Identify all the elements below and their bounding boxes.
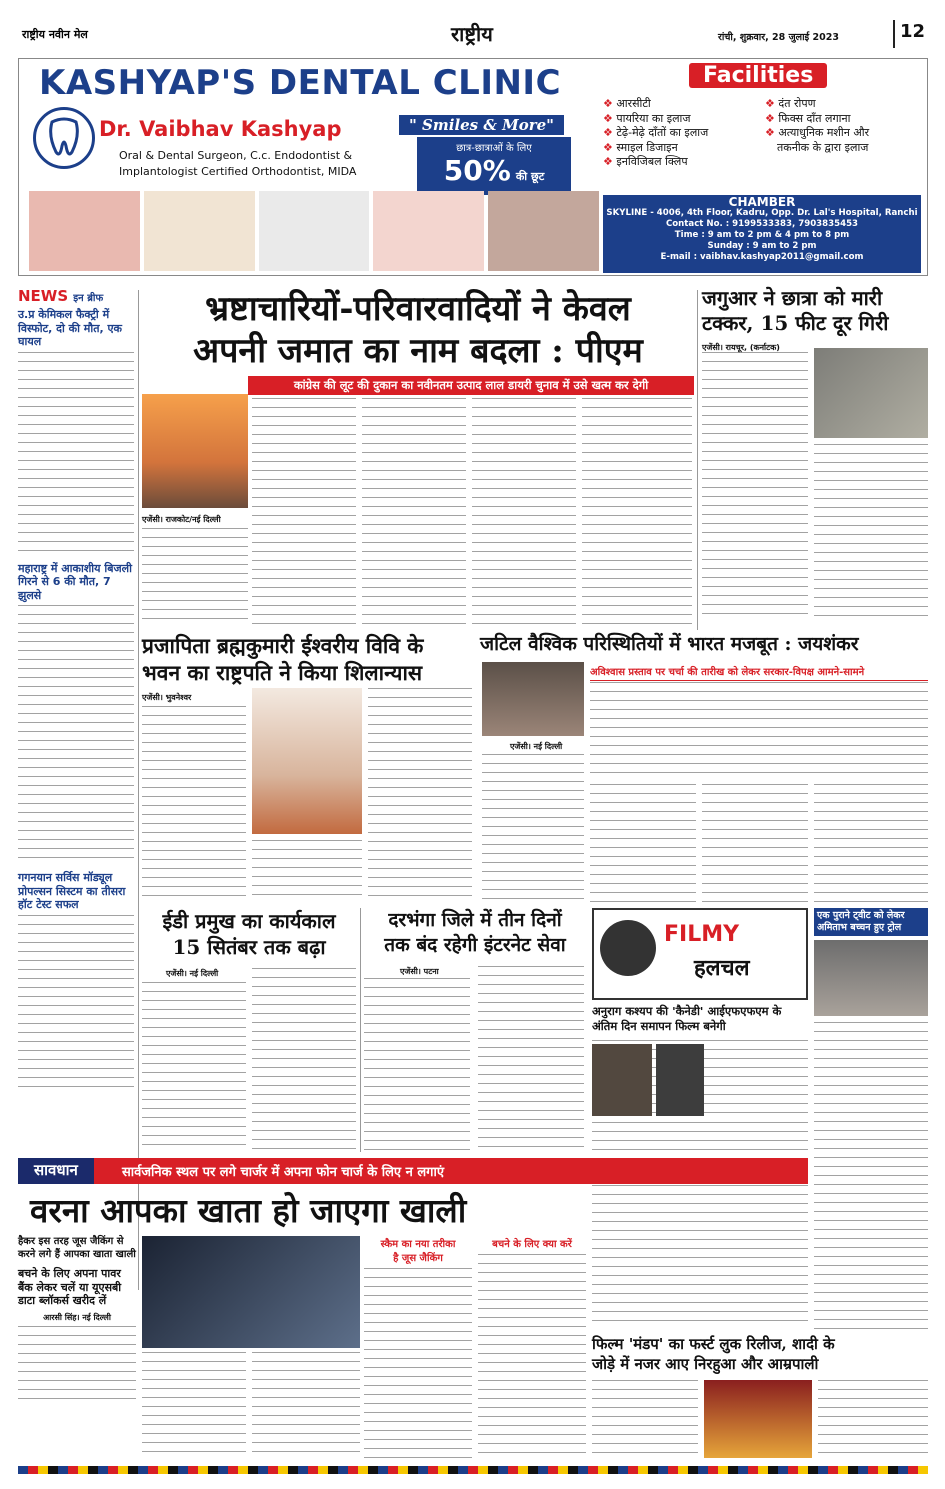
filmy-subtitle: हलचल [694, 955, 750, 981]
darbhanga-headline-2: तक बंद रहेगी इंटरनेट सेवा [384, 934, 566, 956]
darbhanga-headline-1: दरभंगा जिले में तीन दिनों [388, 909, 562, 931]
clinic-name: KASHYAP'S DENTAL CLINIC [39, 63, 562, 103]
facilities-title: Facilities [689, 63, 827, 88]
avishwas-story [590, 664, 928, 904]
brief-label: इन ब्रीफ [73, 293, 104, 304]
chamber-box [603, 195, 921, 273]
avishwas-headline: अविश्वास प्रस्ताव पर चर्चा की तारीख को लेकर सरकार-विपक्ष आमने-सामने [590, 664, 928, 681]
teeth-photo [373, 191, 484, 271]
amitabh-photo [814, 940, 928, 1016]
brief-item [18, 562, 134, 866]
hacker-side-2: बचने के लिए अपना पावर बैंक लेकर चलें या यूएसबी डाटा ब्लॉकर्स खरीद लें [18, 1267, 122, 1307]
hacker-byline: आरसी सिंह। नई दिल्ली [43, 1312, 111, 1322]
doctor-desc-1: Oral & Dental Surgeon, C.c. Endodontist & [119, 149, 353, 162]
facility-item: ❖ फिक्स दाँत लगाना [765, 111, 851, 125]
cctv-photo [814, 348, 928, 438]
facility-item: तकनीक के द्वारा इलाज [777, 140, 869, 154]
darbhanga-byline: एजेंसी। पटना [400, 967, 439, 976]
teeth-photo-strip [29, 191, 599, 271]
brahma-headline-2: भवन का राष्ट्रपति ने किया शिलान्यास [142, 660, 423, 685]
facility-item: ❖ इनविजिबल क्लिप [603, 155, 688, 168]
print-color-bar [18, 1466, 928, 1474]
box1-head-1: स्कैम का नया तरीका [380, 1239, 456, 1250]
offer-top: छात्र-छात्राओं के लिए [456, 143, 532, 154]
box2-head: बचने के लिए क्या करें [492, 1239, 572, 1250]
jaishankar-headline: जटिल वैश्विक परिस्थितियों में भारत मजबूत : जयशंकर [480, 633, 859, 655]
news-brief-column [18, 286, 134, 1294]
jaishankar-byline: एजेंसी। नई दिल्ली [510, 742, 563, 751]
brahma-byline: एजेंसी। भुवनेश्वर [142, 693, 192, 702]
dateline: रांची, शुक्रवार, 28 जुलाई 2023 [718, 32, 839, 43]
savdhan-kicker: सार्वजनिक स्थल पर लगे चार्जर में अपना फोन चार्ज के लिए न लगाएं [122, 1165, 445, 1180]
filmy-banner [592, 908, 808, 1000]
facilities-list-right [765, 97, 869, 155]
jaishankar-story [480, 632, 928, 660]
hacker-sidebar [18, 1236, 136, 1456]
juice-jacking-box [364, 1236, 472, 1458]
ed-byline: एजेंसी। नई दिल्ली [166, 969, 219, 978]
chamber-address: SKYLINE - 4006, 4th Floor, Kadru, Opp. Dr. Lal's Hospital, Ranchi [606, 208, 918, 218]
chamber-contact: Contact No. : 9199533383, 7903835453 [665, 219, 859, 229]
filmy-title: FILMY [664, 922, 740, 947]
film-reel-icon [600, 920, 656, 976]
savdhan-headline: वरना आपका खाता हो जाएगा खाली [30, 1191, 467, 1230]
amitabh-story [814, 908, 928, 1332]
ed-headline-1: ईडी प्रमुख का कार्यकाल [162, 909, 336, 933]
offer-suffix: की छूट [515, 170, 545, 183]
lead-headline-1: भ्रष्टाचारियों-परिवारवादियों ने केवल [205, 289, 631, 329]
ed-story [142, 908, 356, 1154]
facility-item: ❖ अत्याधुनिक मशीन और [765, 126, 870, 139]
chamber-time: Time : 9 am to 2 pm & 4 pm to 8 pm [674, 230, 850, 240]
brief-headline: महाराष्ट्र में आकाशीय बिजली गिरने से 6 की मौत, 7 झुलसे [18, 561, 132, 602]
brahmakumari-story [142, 632, 474, 904]
jaguar-byline: एजेंसी। रायचूर, (कर्नाटक) [702, 343, 780, 352]
amitabh-headline: एक पुराने ट्वीट को लेकर अमिताभ बच्चन हुए ट्रोल [814, 908, 928, 936]
brief-item [18, 308, 134, 556]
mandap-poster [704, 1380, 812, 1458]
pm-photo [142, 394, 248, 508]
chamber-sunday: Sunday : 9 am to 2 pm [707, 241, 817, 251]
brief-headline: उ.प्र केमिकल फैक्ट्री में विस्फोट, दो की मौत, एक घायल [18, 308, 123, 348]
offer-box [417, 137, 571, 195]
box1-head-2: है जूस जैकिंग [393, 1253, 443, 1264]
chamber-title: CHAMBER [728, 195, 796, 209]
darbhanga-story [364, 908, 586, 1154]
facility-item: ❖ टेढ़े-मेढ़े दाँतों का इलाज [603, 126, 709, 139]
dental-clinic-ad [18, 58, 928, 276]
lead-byline: एजेंसी। राजकोट/नई दिल्ली [142, 515, 221, 524]
lead-headline-2: अपनी जमात का नाम बदला : पीएम [193, 331, 643, 371]
facility-item: ❖ आरसीटी [603, 97, 651, 110]
bachav-box [478, 1236, 586, 1458]
news-label: NEWS [18, 287, 69, 305]
mandap-headline-1: फिल्म 'मंडप' का फर्स्ट लुक रिलीज, शादी के [592, 1335, 835, 1353]
savdhan-label: सावधान [18, 1158, 94, 1184]
ed-headline-2: 15 सितंबर तक बढ़ा [172, 935, 326, 959]
teeth-photo [259, 191, 370, 271]
kennedy-photo [656, 1044, 704, 1116]
doctor-name: Dr. Vaibhav Kashyap [99, 117, 342, 141]
section-title: राष्ट्रीय [451, 22, 493, 46]
lead-story [142, 288, 694, 628]
tagline-badge: " Smiles & More" [399, 115, 564, 135]
facility-item: ❖ पायरिया का इलाज [603, 111, 691, 125]
jaguar-story [702, 286, 928, 628]
tooth-logo-icon [33, 107, 95, 169]
chamber-email: E-mail : vaibhav.kashyap2011@gmail.com [660, 252, 864, 262]
news-brief-label [18, 286, 134, 308]
teeth-photo [488, 191, 599, 271]
brief-item [18, 871, 134, 1093]
teeth-photo [144, 191, 255, 271]
teeth-photo [29, 191, 140, 271]
brahma-headline-1: प्रजापिता ब्रह्मकुमारी ईश्वरीय विवि के [142, 633, 424, 658]
jaguar-headline: जगुआर ने छात्रा को मारी टक्कर, 15 फीट दूर गिरी [702, 286, 889, 335]
jaishankar-photo [482, 662, 584, 736]
facility-item: ❖ स्माइल डिजाइन [603, 140, 678, 154]
anurag-headline: अनुराग कश्यप की 'कैनेडी' आईएफएफएम के अंतिम दिन समापन फिल्म बनेगी [592, 1004, 782, 1033]
brief-headline: गगनयान सर्विस मॉड्यूल प्रोपल्सन सिस्टम का तीसरा हॉट टेस्ट सफल [18, 871, 126, 911]
hacker-side-1: हैकर इस तरह जूस जैकिंग से करने लगे हैं आपका खाता खाली [18, 1236, 136, 1260]
offer-pct: 50% [443, 154, 511, 187]
mandap-headline-2: जोड़े में नजर आए निरहुआ और आम्रपाली [592, 1355, 819, 1373]
masthead [18, 16, 928, 52]
paper-logo: राष्ट्रीय नवीन मेल [22, 28, 88, 41]
president-photo [252, 688, 362, 834]
facility-item: ❖ दंत रोपण [765, 97, 816, 110]
lead-subhead: कांग्रेस की लूट की दुकान का नवीनतम उत्पाद लाल डायरी चुनाव में उसे खत्म कर देगी [248, 376, 694, 395]
doctor-desc-2: Implantologist Certified Orthodontist, MIDA [119, 165, 357, 178]
facilities-list-left [603, 97, 708, 170]
savdhan-banner [18, 1158, 808, 1184]
hacker-photo [142, 1236, 360, 1348]
anurag-photo [592, 1044, 652, 1116]
page-number: 12 [900, 21, 926, 42]
